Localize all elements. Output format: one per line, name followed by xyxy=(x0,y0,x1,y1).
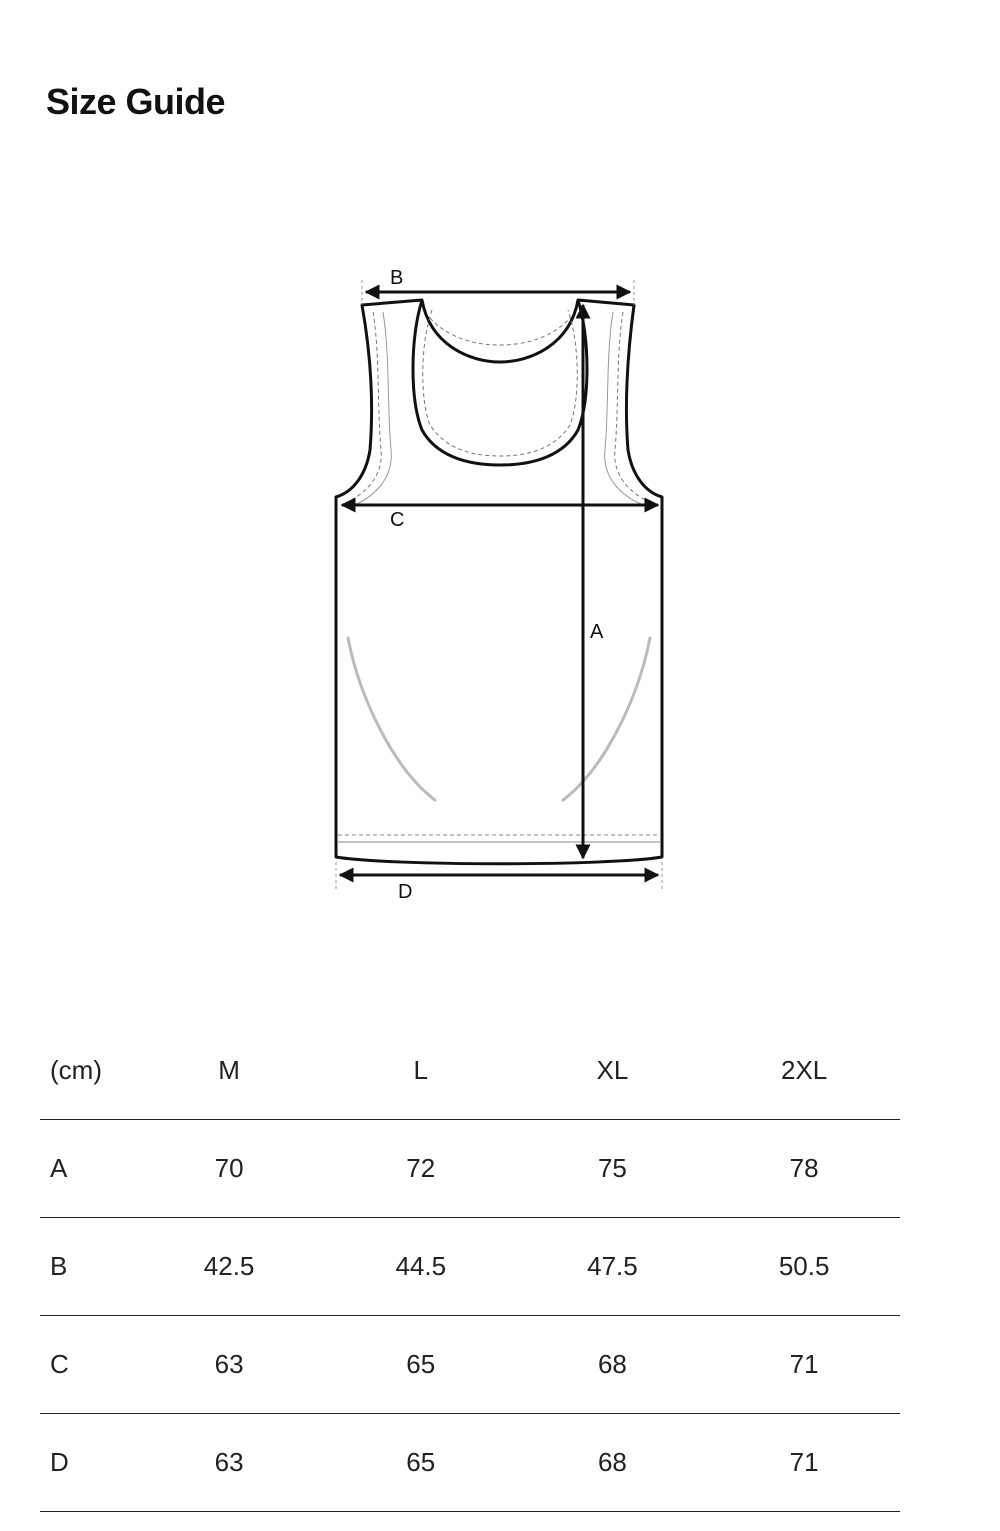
size-table xyxy=(40,1022,900,1512)
table-cell: 68 xyxy=(517,1414,709,1512)
table-cell: 71 xyxy=(708,1414,900,1512)
row-label: B xyxy=(40,1218,133,1316)
tank-top-outline xyxy=(336,300,662,864)
table-cell: 47.5 xyxy=(517,1218,709,1316)
measure-b-label: B xyxy=(390,267,404,289)
table-cell: 71 xyxy=(708,1316,900,1414)
size-header: 2XL xyxy=(708,1022,900,1120)
table-cell: 78 xyxy=(708,1120,900,1218)
table-cell: 44.5 xyxy=(325,1218,517,1316)
row-label: A xyxy=(40,1120,133,1218)
measure-d-label: D xyxy=(398,881,413,903)
table-row xyxy=(40,1120,900,1218)
size-header: M xyxy=(133,1022,325,1120)
table-cell: 65 xyxy=(325,1414,517,1512)
size-header: L xyxy=(325,1022,517,1120)
table-cell: 63 xyxy=(133,1316,325,1414)
table-cell: 50.5 xyxy=(708,1218,900,1316)
table-cell: 75 xyxy=(517,1120,709,1218)
unit-header: (cm) xyxy=(40,1022,133,1120)
table-cell: 68 xyxy=(517,1316,709,1414)
table-row xyxy=(40,1414,900,1512)
measure-c-label: C xyxy=(390,509,405,531)
table-cell: 42.5 xyxy=(133,1218,325,1316)
measure-a-label: A xyxy=(590,621,604,643)
table-cell: 63 xyxy=(133,1414,325,1512)
table-row xyxy=(40,1316,900,1414)
table-cell: 72 xyxy=(325,1120,517,1218)
table-cell: 65 xyxy=(325,1316,517,1414)
row-label: D xyxy=(40,1414,133,1512)
table-row xyxy=(40,1218,900,1316)
table-header-row xyxy=(40,1022,900,1120)
table-cell: 70 xyxy=(133,1120,325,1218)
size-header: XL xyxy=(517,1022,709,1120)
row-label: C xyxy=(40,1316,133,1414)
page-title: Size Guide xyxy=(46,81,226,122)
